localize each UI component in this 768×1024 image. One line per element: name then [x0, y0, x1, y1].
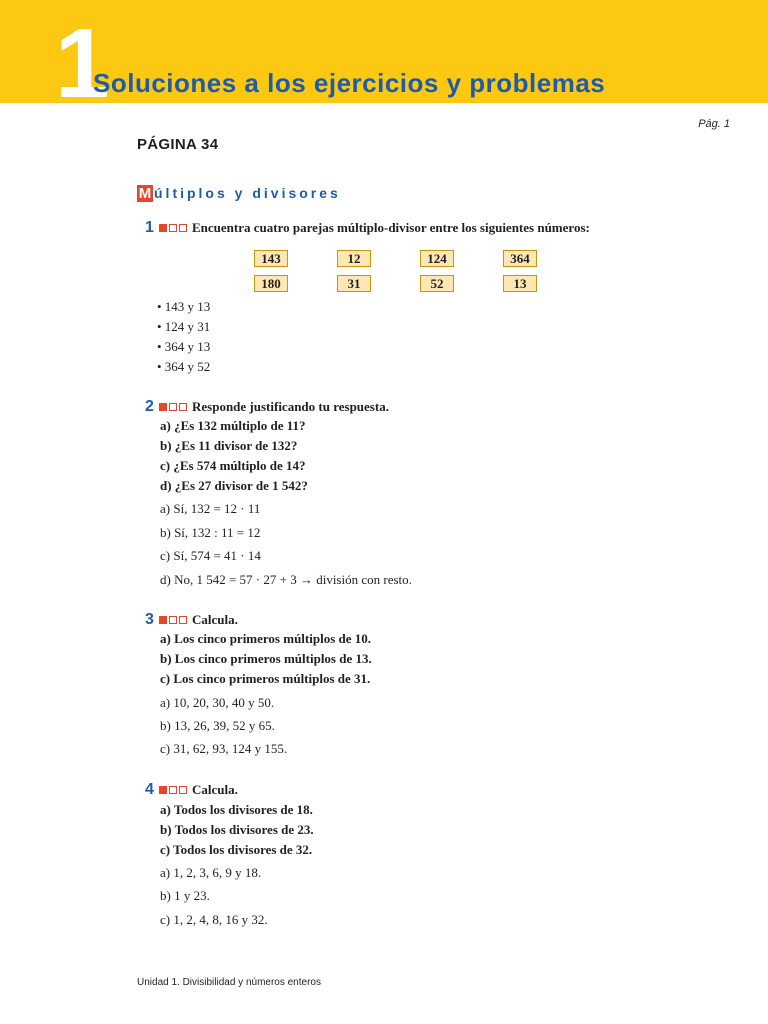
exercise-statement: Encuentra cuatro parejas múltiplo-divisor entre los siguientes números: — [192, 220, 590, 235]
difficulty-indicator — [159, 403, 187, 411]
answer-line: c) 1, 2, 4, 8, 16 y 32. — [160, 912, 268, 927]
page-heading: PÁGINA 34 — [137, 136, 219, 153]
number-box: 13 — [503, 275, 537, 292]
page-title: Soluciones a los ejercicios y problemas — [93, 68, 606, 98]
answer-line: a) 10, 20, 30, 40 y 50. — [160, 695, 275, 710]
question-line: c) ¿Es 574 múltiplo de 14? — [160, 458, 306, 473]
answer-line: c) Sí, 574 = 41 · 14 — [160, 548, 261, 563]
question-line: a) ¿Es 132 múltiplo de 11? — [160, 418, 306, 433]
answer-line: b) 13, 26, 39, 52 y 65. — [160, 718, 275, 733]
question-line: b) Los cinco primeros múltiplos de 13. — [160, 651, 372, 666]
exercise-2-header — [145, 397, 389, 417]
exercise-statement: Calcula. — [192, 612, 238, 627]
number-box: 124 — [420, 250, 454, 267]
number-box: 143 — [254, 250, 288, 267]
answer-line: • 124 y 31 — [157, 319, 211, 334]
section-heading — [137, 184, 341, 202]
question-line: c) Los cinco primeros múltiplos de 31. — [160, 671, 371, 686]
number-box: 52 — [420, 275, 454, 292]
question-line: b) ¿Es 11 divisor de 132? — [160, 438, 298, 453]
exercise-number: 2 — [145, 398, 154, 415]
exercise-4-header — [145, 780, 238, 800]
number-box: 31 — [337, 275, 371, 292]
answer-line: a) 1, 2, 3, 6, 9 y 18. — [160, 865, 262, 880]
header-banner — [0, 0, 768, 118]
difficulty-indicator — [159, 616, 187, 624]
answer-line: • 364 y 13 — [157, 339, 211, 354]
exercise-3-header — [145, 610, 238, 630]
answer-line: c) 31, 62, 93, 124 y 155. — [160, 741, 288, 756]
answer-line: a) Sí, 132 = 12 · 11 — [160, 501, 261, 516]
answer-line: b) 1 y 23. — [160, 888, 210, 903]
answer-line: b) Sí, 132 : 11 = 12 — [160, 525, 261, 540]
section-title: últiplos y divisores — [154, 185, 341, 201]
exercise-number: 3 — [145, 611, 154, 628]
exercise-statement: Calcula. — [192, 782, 238, 797]
answer-line: • 143 y 13 — [157, 299, 211, 314]
answer-line: • 364 y 52 — [157, 359, 211, 374]
question-line: c) Todos los divisores de 32. — [160, 842, 313, 857]
number-box: 180 — [254, 275, 288, 292]
question-line: a) Los cinco primeros múltiplos de 10. — [160, 631, 372, 646]
exercise-number: 1 — [145, 219, 154, 236]
question-line: d) ¿Es 27 divisor de 1 542? — [160, 478, 308, 493]
exercise-1-header — [145, 218, 590, 238]
page-number-label: Pág. 1 — [698, 118, 730, 130]
unit-number: 1 — [55, 8, 108, 118]
exercise-number: 4 — [145, 781, 154, 798]
difficulty-indicator — [159, 786, 187, 794]
section-initial: M — [138, 184, 152, 202]
question-line: a) Todos los divisores de 18. — [160, 802, 313, 817]
exercise-statement: Responde justificando tu respuesta. — [192, 399, 389, 414]
answer-line: d) No, 1 542 = 57 · 27 + 3 → división con resto. — [160, 572, 412, 587]
number-box: 12 — [337, 250, 371, 267]
page-footer: Unidad 1. Divisibilidad y números enteros — [137, 977, 321, 988]
difficulty-indicator — [159, 224, 187, 232]
question-line: b) Todos los divisores de 23. — [160, 822, 314, 837]
number-box: 364 — [503, 250, 537, 267]
